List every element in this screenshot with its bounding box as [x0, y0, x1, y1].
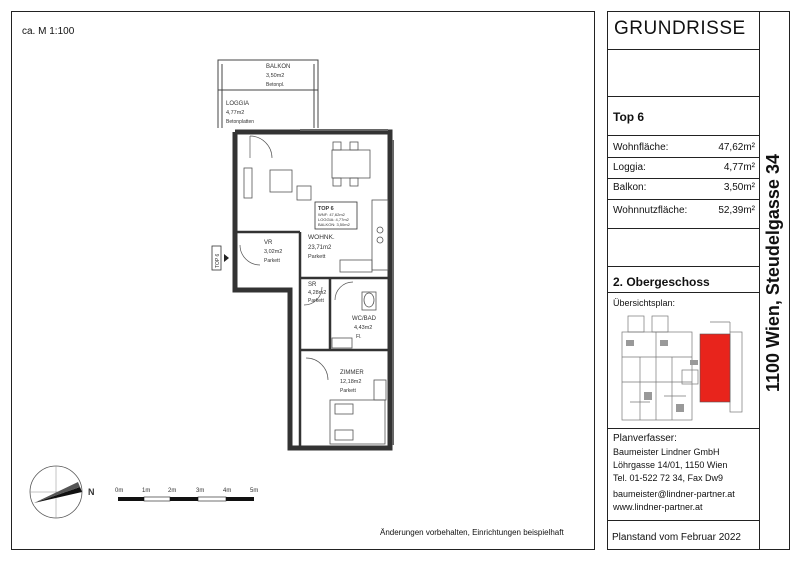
scale-tick-label: 3m — [196, 488, 205, 494]
author-web[interactable]: www.lindner-partner.at — [613, 502, 703, 512]
area-value: 47,62m² — [718, 142, 755, 153]
room-area: 4,43m2 — [354, 325, 373, 331]
divider — [607, 199, 760, 200]
room-name: WOHNK. — [308, 234, 335, 241]
room-area: 12,18m2 — [340, 379, 362, 385]
author-street: Löhrgasse 14/01, 1150 Wien — [613, 460, 728, 470]
highlighted-unit — [700, 334, 730, 402]
overview-plan — [620, 312, 750, 424]
entrance-tag-label: TOP 6 — [215, 253, 221, 268]
area-label: Loggia: — [613, 162, 646, 173]
north-label: N — [88, 487, 95, 497]
scale-bar — [118, 497, 254, 501]
author-company: Baumeister Lindner GmbH — [613, 447, 720, 457]
entrance-arrow-icon — [224, 254, 229, 262]
north-arrow-icon — [30, 466, 82, 518]
area-label: Wohnfläche: — [613, 142, 669, 153]
divider — [607, 96, 760, 97]
disclaimer: Änderungen vorbehalten, Einrichtungen beispielhaft — [380, 528, 564, 537]
room-area: 4,77m2 — [226, 110, 245, 116]
scale-label: ca. M 1:100 — [22, 26, 75, 37]
scale-tick-label: 1m — [142, 488, 151, 494]
area-row — [613, 205, 755, 216]
area-value: 3,50m² — [723, 182, 755, 193]
room-floor: Parkett — [308, 254, 326, 260]
room-name: BALKON — [266, 64, 291, 70]
plan-date: Planstand vom Februar 2022 — [612, 532, 741, 543]
divider — [607, 292, 760, 293]
scale-tick-label: 4m — [223, 488, 232, 494]
area-row — [613, 162, 755, 173]
area-label: Balkon: — [613, 182, 647, 193]
room-area: 23,71m2 — [308, 245, 332, 251]
room-floor: Parkett — [264, 258, 280, 264]
room-floor: Parkett — [340, 388, 356, 394]
interior-walls — [235, 232, 390, 448]
author-heading: Planverfasser: — [613, 433, 677, 444]
divider — [607, 49, 760, 50]
divider — [607, 135, 760, 136]
divider — [607, 228, 760, 229]
divider — [607, 428, 760, 429]
divider — [607, 157, 760, 158]
room-area: 3,50m2 — [266, 73, 285, 79]
room-name: WC/BAD — [352, 316, 376, 322]
divider — [607, 178, 760, 179]
room-floor: Parkett — [308, 298, 324, 304]
label-box-line: BALKON: 3,50m2 — [318, 222, 350, 227]
door-swings — [240, 136, 353, 380]
area-value: 4,77m² — [723, 162, 755, 173]
area-label: Wohnnutzfläche: — [613, 205, 688, 216]
area-row — [613, 182, 755, 193]
scale-tick-label: 2m — [168, 488, 177, 494]
room-floor: Betonpl. — [266, 82, 285, 88]
divider — [607, 266, 760, 267]
scale-tick-label: 0m — [115, 488, 124, 494]
unit-name: Top 6 — [613, 110, 645, 124]
author-email[interactable]: baumeister@lindner-partner.at — [613, 489, 735, 499]
room-name: SR — [308, 282, 317, 288]
room-floor: Fl. — [356, 334, 362, 340]
divider — [607, 520, 760, 521]
address-label: 1100 Wien, Steudelgasse 34 — [763, 154, 783, 392]
page-title: GRUNDRISSE — [614, 18, 746, 39]
area-value: 52,39m² — [718, 205, 755, 216]
area-row — [613, 142, 755, 153]
balcony-outline — [218, 60, 318, 128]
room-name: LOGGIA — [226, 101, 250, 107]
room-area: 3,02m2 — [264, 249, 283, 255]
scale-tick-label: 5m — [250, 488, 259, 494]
author-phone: Tel. 01-522 72 34, Fax Dw9 — [613, 473, 724, 483]
overview-details — [626, 340, 698, 412]
room-area: 4,28m2 — [308, 290, 327, 296]
label-box-title: TOP 6 — [318, 206, 334, 212]
room-floor: Betonplatten — [226, 119, 255, 125]
label-box-line: WNF: 47,62m2 — [318, 212, 345, 217]
label-box-line: LOGGIA: 4,77m2 — [318, 217, 349, 222]
room-name: VR — [264, 240, 273, 246]
overview-label: Übersichtsplan: — [613, 298, 676, 308]
room-name: ZIMMER — [340, 370, 364, 376]
floor-label: 2. Obergeschoss — [613, 275, 710, 289]
